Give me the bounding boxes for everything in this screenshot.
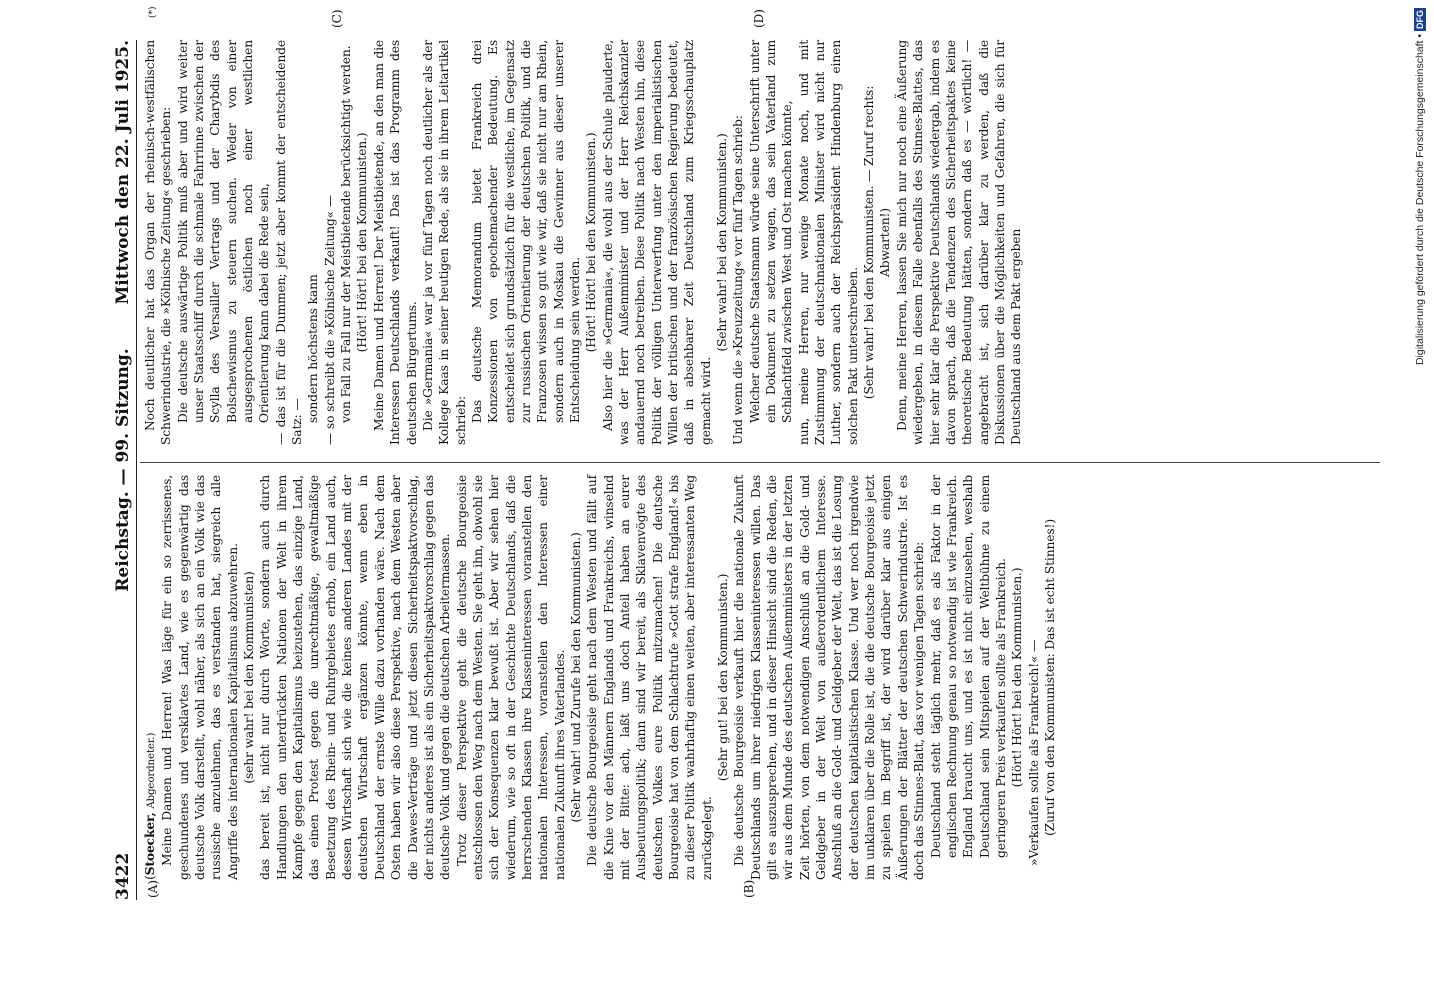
column-divider [140,462,1380,463]
paragraph: Trotz dieser Perspektive geht die deutsche Bourgeoisie entschlossen den Weg nach dem Westen. Sie geht ihn, obwohl sie sich der Konsequenzen klar bewußt ist. Aber wir sehen hier wiederum, wie so oft in der Geschichte Deutschlands, daß die herrschenden Klassen ihre Klasseninteressen voranstellen den nationalen Interessen, voranstellen den Interessen einer nationalen Zukunft ihres Vaterlandes. [454,475,567,880]
paragraph: — so schreibt die »Kölnische Zeitung« — [322,195,337,445]
speaker-name: Stoecker, [142,812,157,876]
paragraph: Die deutsche Bourgeoisie geht nach dem Westen und fällt auf die Knie vor den Männern Englands und Frankreichs, winselnd mit der Bitte: ach, laßt uns doch Anteil haben an eurer Ausbeutungspolitik; dann sind wir bereit, als Sklavenvögte des deutschen Volkes eure Politik mitzumachen! Die deutsche Bourgeoisie hat von dem Schlachtrufe »Gott strafe England!« bis zu dieser Politik wahrhaftig einen weiten, aber interessanten Weg zurückgelegt. [585,475,714,880]
interjection: (sehr wahr! bei den Kommunisten) [242,571,257,784]
margin-marker-e: (*) [148,6,158,18]
paragraph: das bereit ist, nicht nur durch Worte, sondern auch durch Handlungen den unterdrückten Nationen der Welt in ihrem Kampfe gegen den Kapitalismus beizustehen, das einzige Land, das einen Protest gegen die unrechtmäßige, gewaltmäßige Besetzung des Rhein- und Ruhrgebietes erhob, ein Land auch, dessen Wirtschaft sich wie die keines anderen Landes mit der deutschen Wirtschaft ergänzen könnte, wenn eben in Deutschland der ernste Wille dazu vorhanden wäre. Nach dem Osten haben wir also diese Perspektive, nach dem Westen aber die Dawes-Verträge und jetzt diesen Sicherheitspaktvorschlag, der nichts anderes ist als ein Sicherheitspaktvorschlag gegen das deutsche Volk und gegen die deutschen Arbeitermassen. [258,475,453,880]
paragraph: Meine Damen und Herren! Was läge für ein so zerrissenes, geschundenes und versklavtes Land, wie es gegenwärtig das deutsche Volk darstellt, wohl näher, als sich an ein Volk wie das russische anzulehnen, das es verstanden hat, siegreich alle Angriffe des internationalen Kapitalismus abzuwehren. [160,475,240,880]
speaker-line: (Stoecker, Abgeordneter.) [142,732,157,880]
paragraph: Und wenn die »Kreuzzeitung« vor fünf Tagen schrieb: [731,115,746,445]
page-number: 3422 [113,852,133,900]
interjection: (Hört! Hört! bei den Kommunisten.) [355,132,370,353]
paragraph: Die deutsche Bourgeoisie verkauft hier die nationale Zukunft Deutschlands um ihrer niedrigen Klasseninteressen willen. Das gilt es auszusprechen, und in dieser Hinsicht sind die Reden, die wir aus dem Munde des deutschen Außenministers in der letzten Zeit hörten, von dem notwendigen Anschluß an die Gold- und Geldgeber in der Welt von außerordentlichem Interesse. Anschluß an die Gold- und Geldgeber der Welt, das ist die Losung der deutschen kapitalistischen Klasse. Und wer noch irgendwie im unklaren über die Rolle ist, die die deutsche Bourgeoisie jetzt zu spielen im Begriff ist, der wird darüber klar aus einigen Äußerungen der Blätter der deutschen Schwerindustrie. Ist es doch das Stinnes-Blatt, das vor wenigen Tagen schrieb: [732,475,927,880]
speaker-role: Abgeordneter.) [145,732,157,809]
interjection: (Sehr wahr! bei den Kommunisten. — Zuruf rechts: Abwarten!) [862,85,893,400]
margin-marker-c: (C) [330,9,344,28]
interjection: (Zuruf von den Kommunisten: Das ist echt Stinnes!) [1042,519,1057,836]
quotation: Die deutsche auswärtige Politik muß aber und wird weiter unser Staatsschiff durch die schmale Fahrrinne zwischen der Scylla des Versailler Vertrags und der Charybdis des Bolschewismus zu steuern suchen. Weder von einer ausgesprochenen östlichen noch einer westlichen Orientierung kann dabei die Rede sein, [175,40,272,423]
paragraph: Also hier die »Germania«, die wohl aus der Schule plauderte, was der Herr Außenminister und der Herr Reichskanzler andauernd noch betreiben. Diese Politik nach Westen hin, diese Politik der völligen Unterwerfung unter den imperialistischen Willen der britischen und der französischen Regierung bedeutet, daß in absehbarer Zeit Deutschland zum Kriegsschauplatz gemacht wird. [600,40,713,445]
dfg-logo-icon: DFG [1415,10,1426,29]
interjection: (Sehr gut! bei den Kommunisten.) [716,573,731,782]
margin-marker-d: (D) [752,9,766,28]
interjection: (Sehr wahr! bei den Kommunisten.) [715,133,730,352]
interjection: (Hört! Hört! bei den Kommunisten.) [584,132,599,353]
left-column [142,475,1058,880]
margin-marker-a: (A) [146,879,160,898]
digitization-credit [1410,8,1430,993]
interjection: (Sehr wahr! und Zurufe bei den Kommunisten.) [568,532,583,823]
quotation: Welcher deutsche Staatsmann würde seine Unterschrift unter ein Dokument zu setzen wagen, das sein Vaterland zum Schlachtfeld zwischen West und Ost machen könnte, [747,40,795,423]
interjection: (Hört! Hört! bei den Kommunisten.) [1010,567,1025,788]
credit-label: Digitalisierung gefördert durch die Deutsche Forschungsgemeinschaft • [1414,33,1426,366]
quotation: Deutschland steht täglich mehr, daß es als Faktor in der englischen Rechnung genau so notwendig ist wie Frankreich. England braucht uns, und es ist nicht einzusehen, weshalb Deutschland sein Mitspielen auf der Weltbühne zu einem geringeren Preis verkaufen sollte als Frankreich. [928,475,1008,858]
credit-text [1410,8,1430,993]
paragraph: Denn, meine Herren, lassen Sie mich nur noch eine Äußerung wiedergeben, in diesem Falle ebenfalls des Stinnes-Blattes, das hier sehr klar die Perspektive Deutschlands wiedergab, indem es davon sprach, daß die Tendenzen des Sicherheitspaktes keine theoretische Bedeutung hätten, sondern daß es — wörtlich! — angebracht ist, sich darüber klar zu werden, daß die Diskussionen über die Möglichkeiten und Gefahren, die sich für Deutschland aus dem Pakt ergeben [894,40,1024,445]
paragraph: »Verkaufen sollte als Frankreich!« — [1026,639,1041,866]
page-header [108,40,137,900]
right-column [142,40,1025,445]
session-date: Mittwoch den 22. Juli 1925. [113,40,133,305]
paragraph: nun, meine Herren, nur wenige Monate noch, und mit Zustimmung der deutschnationalen Minister wird nicht nur Luther, sondern auch der Reichspräsident Hindenburg einen solchen Pakt unterschreiben. [796,40,860,445]
paragraph: Die »Germania« war ja vor fünf Tagen noch deutlicher als der Kollege Kaas in seiner heutigen Rede, als sie in ihrem Leitartikel schrieb: [420,40,468,445]
paragraph: Noch deutlicher hat das Organ der rheinisch-westfälischen Schwerindustrie, die »Kölnische Zeitung« geschrieben: [143,40,174,445]
quotation: Das deutsche Memorandum bietet Frankreich drei Konzessionen von epochemachender Bedeutung. Es entscheidet sich grundsätzlich für die westliche, im Gegensatz zur russischen Orientierung der deutschen Politik, und die Franzosen wissen so gut wie wir, daß sie nicht nur am Rhein, sondern auch in Moskau die Gewinner aus dieser unserer Entscheidung sein werden. [469,40,582,423]
quotation: sondern höchstens kann [306,274,321,423]
margin-marker-b: (B) [742,879,756,898]
session-title: Reichstag. — 99. Sitzung. [113,348,133,592]
paragraph: — das ist für die Dummen; jetzt aber kommt der entscheidende Satz: — [273,40,305,445]
quotation: von Fall zu Fall nur der Meistbietende berücksichtigt werden. [339,45,354,423]
paragraph: Meine Damen und Herren! Der Meistbietende, an den man die Interessen Deutschlands verkauft! Das ist das Programm des deutschen Bürgertums. [371,40,419,445]
